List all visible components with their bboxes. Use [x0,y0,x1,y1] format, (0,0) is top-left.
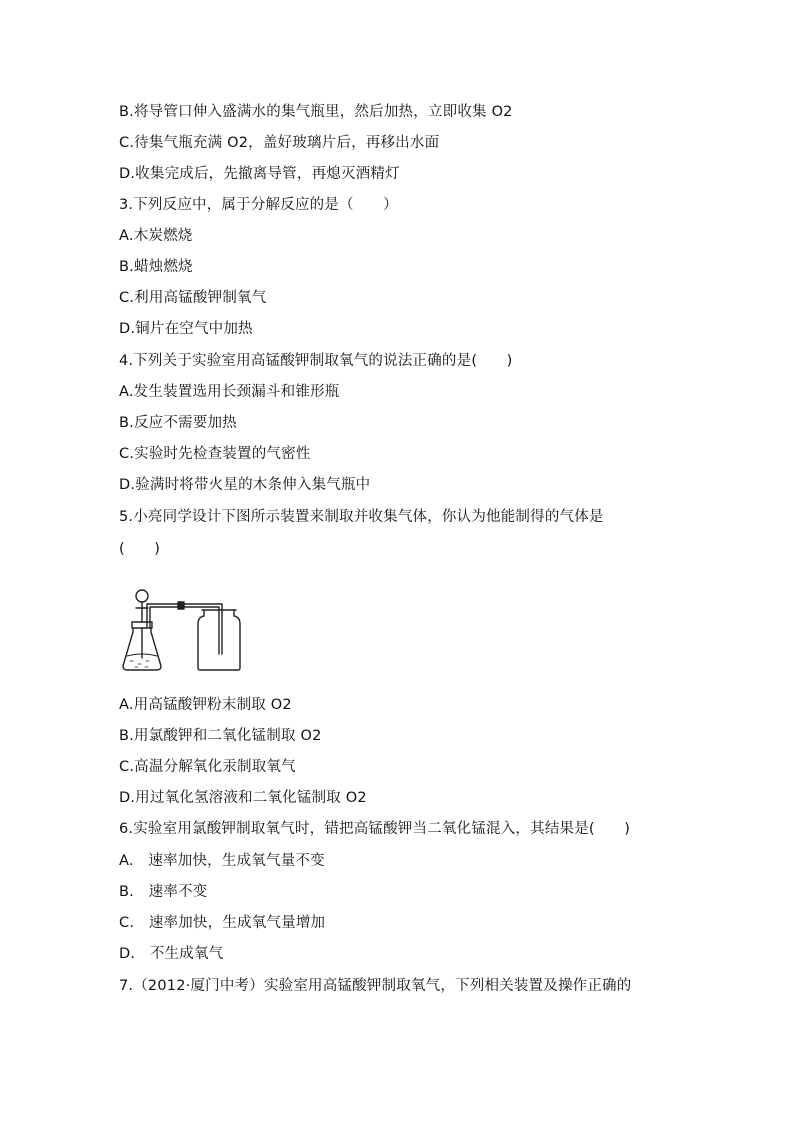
q2-option-b: B.将导管口伸入盛满水的集气瓶里，然后加热，立即收集 O2 [119,104,513,120]
q5-option-d: D.用过氧化氢溶液和二氧化锰制取 O2 [119,790,367,806]
q6-option-b: B. 速率不变 [119,884,208,900]
q5-option-b: B.用氯酸钾和二氧化锰制取 O2 [119,728,322,744]
q4-option-b: B.反应不需要加热 [119,415,237,431]
q5-option-a: A.用高锰酸钾粉末制取 O2 [119,697,292,713]
q3-option-a: A.木炭燃烧 [119,228,193,244]
q6-option-c: C. 速率加快，生成氧气量增加 [119,915,326,931]
q4-option-c: C.实验时先检查装置的气密性 [119,446,311,462]
q5-stem: 5.小亮同学设计下图所示装置来制取并收集气体，你认为他能制得的气体是 [119,509,604,525]
q6-option-a: A. 速率加快，生成氧气量不变 [119,853,325,869]
q4-option-a: A.发生装置选用长颈漏斗和锥形瓶 [119,384,340,400]
q3-option-d: D.铜片在空气中加热 [119,321,253,337]
q2-option-d: D.收集完成后，先撤离导管，再熄灭酒精灯 [119,166,400,182]
q3-stem: 3.下列反应中，属于分解反应的是（ ） [119,197,398,213]
q4-option-d: D.验满时将带火星的木条伸入集气瓶中 [119,477,371,493]
q6-option-d: D. 不生成氧气 [119,946,224,962]
q6-stem: 6.实验室用氯酸钾制取氧气时，错把高锰酸钾当二氧化锰混入，其结果是( ) [119,821,631,837]
q3-option-b: B.蜡烛燃烧 [119,259,193,275]
q3-option-c: C.利用高锰酸钾制氧气 [119,290,267,306]
q5-option-c: C.高温分解氧化汞制取氧气 [119,759,296,775]
q2-option-c: C.待集气瓶充满 O2，盖好玻璃片后，再移出水面 [119,135,440,151]
q4-stem: 4.下列关于实验室用高锰酸钾制取氧气的说法正确的是( ) [119,353,513,369]
q5-answer-bracket: ( ) [119,541,161,557]
apparatus-figure [120,584,244,676]
q7-stem: 7.（2012·厦门中考）实验室用高锰酸钾制取氧气，下列相关装置及操作正确的 [119,978,632,994]
